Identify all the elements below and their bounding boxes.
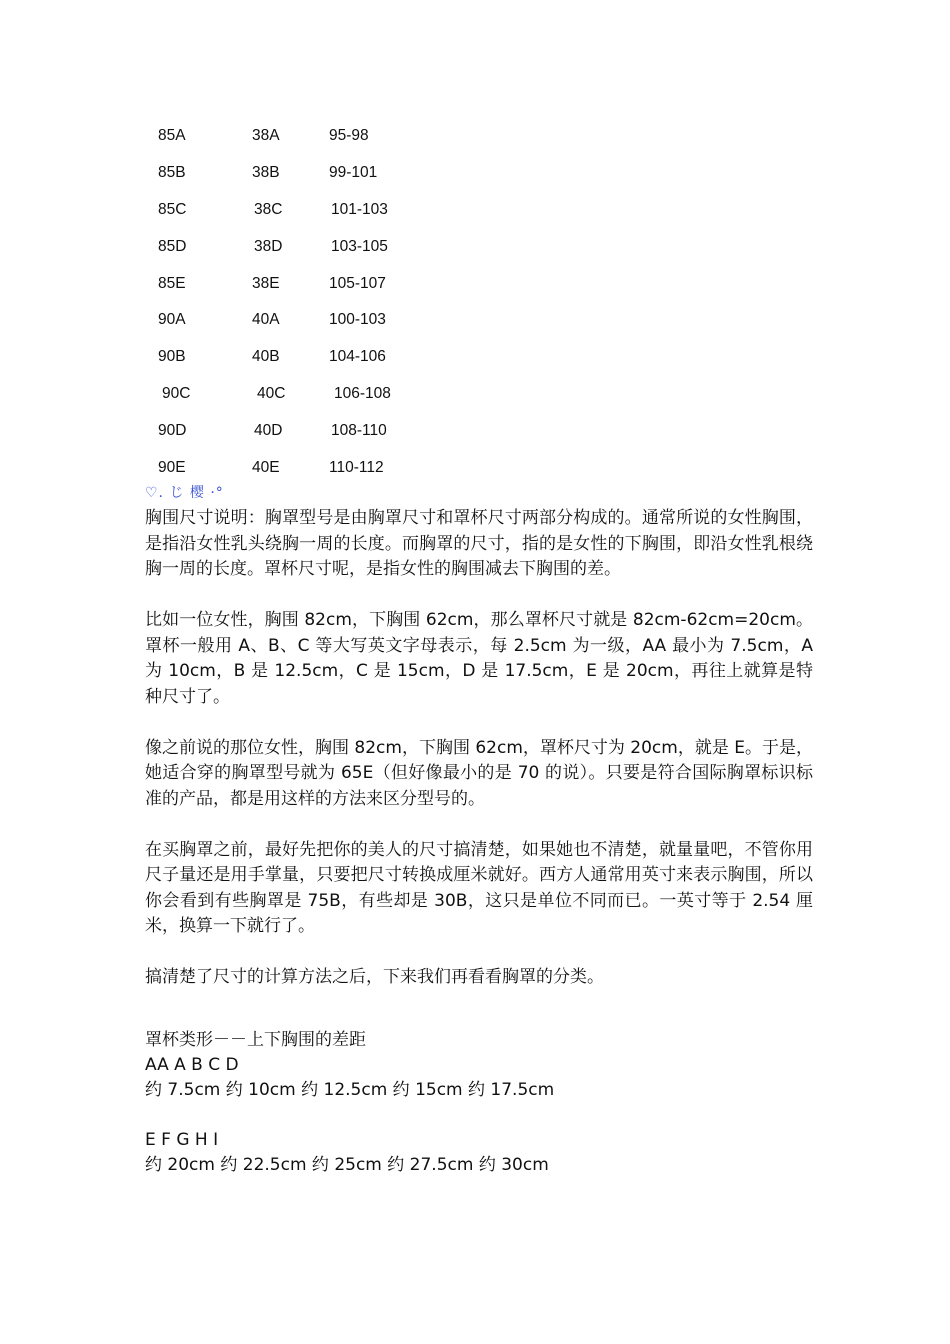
signature-text: ♡. じ 樱 ·° [145, 485, 224, 501]
inch-size: 38E [252, 274, 280, 292]
band-size: 85A [158, 127, 186, 144]
bust-range: 110-112 [329, 459, 384, 477]
band-size: 85C [158, 200, 187, 218]
paragraph-example-continued: 像之前说的那位女性，胸围 82cm，下胸围 62cm，罩杯尺寸为 20cm，就是 E。于是，她适合穿的胸罩型号就为 65E（但好像最小的是 70 的说）。只要是符合国际胸罩标识标准的产品，都是用这样的方法来区分型号的。 [145, 737, 813, 809]
band-size: 90B [158, 348, 186, 366]
bust-range: 108-110 [331, 422, 387, 440]
band-size: 85D [158, 237, 187, 255]
bust-range: 100-103 [329, 311, 386, 329]
spacer [145, 1103, 813, 1128]
size-row [158, 420, 418, 457]
article-body [145, 506, 813, 1016]
size-row [158, 273, 418, 310]
band-size: 90E [158, 459, 186, 477]
paragraph-example: 比如一位女性，胸围 82cm，下胸围 62cm，那么罩杯尺寸就是 82cm-62cm=20cm。罩杯一般用 A、B、C 等大写英文字母表示，每 2.5cm 为一级，AA 最小为 7.5cm，A 为 10cm，B 是 12.5cm，C 是 15cm，D 是 17.5cm，E 是 20cm，再往上就算是特种尺寸了。 [145, 610, 813, 707]
cup-labels-row-1: AA A B C D [145, 1055, 239, 1075]
paragraph-size-explanation: 胸围尺寸说明：胸罩型号是由胸罩尺寸和罩杯尺寸两部分构成的。通常所说的女性胸围，是指沿女性乳头绕胸一周的长度。而胸罩的尺寸，指的是女性的下胸围，即沿女性乳根绕胸一周的长度。罩杯尺寸呢，是指女性的胸围减去下胸围的差。 [145, 508, 813, 579]
inch-size: 38B [252, 163, 280, 181]
inch-size: 38D [254, 237, 283, 255]
size-row [158, 236, 418, 273]
inch-size: 38C [254, 200, 283, 218]
band-size: 90D [158, 422, 187, 440]
size-row [158, 199, 418, 236]
size-row [158, 309, 418, 346]
bust-range: 104-106 [329, 348, 386, 366]
band-size: 90C [162, 385, 191, 403]
cup-labels-row-2: E F G H I [145, 1130, 219, 1150]
size-row [158, 383, 418, 420]
bust-range: 95-98 [329, 127, 369, 144]
bust-range: 106-108 [334, 385, 391, 403]
bust-range: 101-103 [331, 200, 388, 218]
bust-range: 103-105 [331, 237, 388, 255]
inch-size: 40E [252, 459, 280, 477]
paragraph-measuring-tips: 在买胸罩之前，最好先把你的美人的尺寸搞清楚，如果她也不清楚，就量量吧，不管你用尺子量还是用手掌量，只要把尺寸转换成厘米就好。西方人通常用英寸来表示胸围，所以你会看到有些胸罩是 75B，有些却是 30B，这只是单位不同而已。一英寸等于 2.54 厘米，换算一下就行了。 [145, 839, 813, 936]
inch-size: 40D [254, 422, 283, 440]
band-size: 90A [158, 311, 186, 329]
cup-type-section [145, 1028, 813, 1178]
inch-size: 40B [252, 348, 280, 366]
bust-range: 99-101 [329, 163, 378, 181]
size-row [158, 162, 418, 199]
cup-values-row-1: 约 7.5cm 约 10cm 约 12.5cm 约 15cm 约 17.5cm [145, 1080, 555, 1100]
cup-values-row-2: 约 20cm 约 22.5cm 约 25cm 约 27.5cm 约 30cm [145, 1155, 549, 1175]
paragraph-transition: 搞清楚了尺寸的计算方法之后，下来我们再看看胸罩的分类。 [145, 967, 604, 987]
cup-type-heading: 罩杯类形－－上下胸围的差距 [145, 1030, 366, 1050]
inch-size: 38A [252, 127, 280, 144]
band-size: 85B [158, 163, 186, 181]
size-row [158, 125, 418, 162]
inch-size: 40C [257, 385, 286, 403]
band-size: 85E [158, 274, 186, 292]
size-row [158, 346, 418, 383]
inch-size: 40A [252, 311, 280, 329]
bust-range: 105-107 [329, 274, 386, 292]
size-table [158, 125, 418, 494]
